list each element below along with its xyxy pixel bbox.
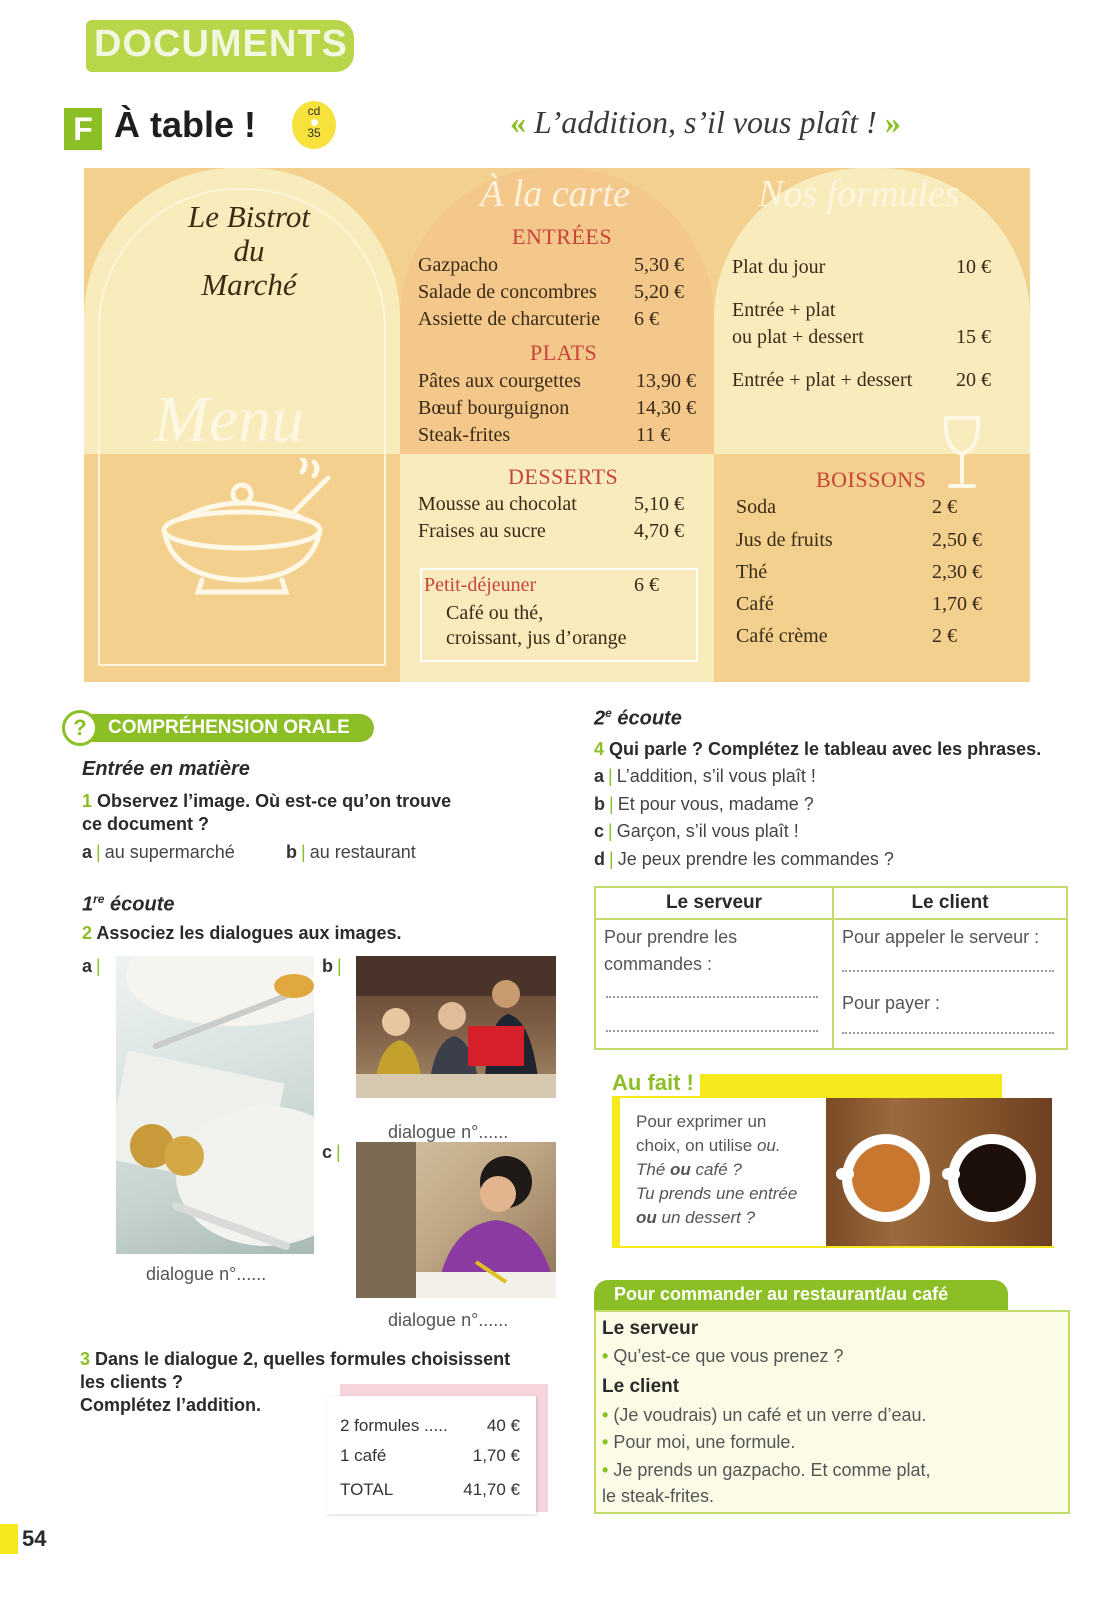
au-fait-line3b: ou [670,1160,691,1179]
menu-item-name: Steak-frites [418,424,511,446]
menu-item-price: 4,70 € [634,520,684,542]
soup-tureen-icon [142,458,342,598]
client-cell-appeler: Pour appeler le serveur : [842,927,1040,947]
tea-coffee-photo [826,1098,1052,1246]
option-letter: d [594,849,605,869]
dialogue-caption-c: dialogue n°...... [388,1310,509,1330]
au-fait-title: Au fait ! [612,1070,700,1096]
commander-item [602,1346,843,1367]
ecoute-1-sup: re [93,892,105,906]
ecoute-2-heading [594,706,682,731]
au-fait-line2 [636,1134,826,1158]
question-number: 2 [82,923,93,943]
menu-item-name: Bœuf bourguignon [418,397,570,419]
formule-item [732,256,991,279]
serveur-cell-line2: commandes : [604,954,713,974]
menu-script-word: Menu [154,383,305,456]
menu-item-name: Assiette de charcuterie [418,308,601,330]
ecoute-2-word: écoute [617,707,682,730]
formule-price: 15 € [956,326,991,348]
menu-item [418,254,684,277]
question-4-text: Qui parle ? Complétez le tableau avec les phrases. [609,739,1042,759]
answer-line[interactable] [606,1030,818,1032]
answer-line[interactable] [606,996,818,998]
commander-item [602,1460,931,1481]
question-3-line3: Complétez l’addition. [80,1395,262,1415]
au-fait-line3c: café ? [690,1160,742,1179]
cd-dot-icon [311,119,318,126]
formule-name: Entrée + plat + dessert [732,369,913,391]
formule-name: Entrée + plat [732,299,836,321]
commander-item-text: (Je voudrais) un café et un verre d’eau. [613,1405,927,1425]
receipt-value: 40 € [486,1416,520,1435]
receipt-row [340,1416,520,1436]
ecoute-2-num: 2 [594,707,606,730]
commander-item-text: Qu’est-ce que vous prenez ? [613,1346,844,1366]
au-fait-line2-em: ou. [756,1136,781,1155]
question-1-line2: ce document ? [82,814,210,834]
dialogue-caption-a: dialogue n°...... [146,1264,267,1284]
option-text: Et pour vous, madame ? [617,794,814,814]
menu-item-name: Pâtes aux courgettes [418,370,581,392]
cd-label: cd [307,104,321,118]
menu-item-name: Mousse au chocolat [418,493,577,515]
ecoute-1-word: écoute [110,893,175,916]
option-text: Garçon, s’il vous plaît ! [616,821,799,841]
option-letter: b [286,842,297,862]
commander-client-heading: Le client [602,1376,680,1397]
petit-dejeuner-line2: croissant, jus d’orange [446,627,627,649]
option-text: Je peux prendre les commandes ? [617,849,894,869]
formule-name-line2: ou plat + dessert [732,326,864,348]
commander-item-text: Je prends un gazpacho. Et comme plat, [613,1460,931,1480]
receipt-value: 1,70 € [472,1446,520,1465]
table-header-client: Le client [911,892,989,913]
entree-en-matiere-heading: Entrée en matière [82,758,250,780]
ecoute-1-heading [82,892,175,917]
question-number: 3 [80,1349,91,1369]
receipt-label: TOTAL [340,1480,394,1499]
wine-glass-icon [940,414,984,492]
bullet-icon: • [602,1346,609,1366]
ecoute-2-sup: e [605,706,612,720]
quote-text: L’addition, s’il vous plaît ! [534,104,877,140]
serveur-cell [604,924,737,978]
boisson-item [736,496,957,519]
menu-item-price: 5,30 € [634,254,684,276]
answer-option-b[interactable]: b | au restaurant [286,842,416,862]
bistrot-name [154,200,344,302]
photo-letter: a [82,956,93,976]
formule-name: Plat du jour [732,256,826,278]
au-fait-text [636,1110,826,1230]
comprehension-orale-badge [62,710,374,744]
menu-item [418,370,696,393]
quote-heading [510,104,901,141]
page-number: 54 [22,1526,47,1551]
cd-track: 35 [307,126,321,140]
boisson-item [736,529,982,552]
boisson-price: 2,50 € [932,529,982,551]
quote-close-mark: » [884,104,901,140]
option-letter: c [594,821,605,841]
menu-item-price: 14,30 € [636,397,696,419]
menu-item-price: 11 € [636,424,671,446]
boisson-name: Thé [736,561,768,583]
formule-item [732,299,835,322]
boisson-name: Café crème [736,625,828,647]
option-letter: a [82,842,93,862]
menu-item [418,520,684,543]
au-fait-line5b: un dessert ? [656,1208,756,1227]
au-fait-line2-text: choix, on utilise [636,1136,753,1155]
ecoute-1-num: 1 [82,893,94,916]
receipt-label: 2 formules ..... [340,1416,448,1435]
photo-woman-writing [356,1142,556,1298]
page-number-bar [0,1524,18,1554]
petit-dejeuner-title: Petit-déjeuner [424,574,537,596]
menu-item-name: Gazpacho [418,254,498,276]
answer-option-a[interactable]: a | au supermarché [82,842,235,862]
photo-a-label: a | [82,956,101,976]
table-header-serveur: Le serveur [665,892,763,913]
photo-restaurant-waiter [356,956,556,1098]
option-letter: b [594,794,605,814]
waiter-customers-illustration [356,956,556,1098]
photo-addition-coins [116,956,314,1254]
boissons-heading: BOISSONS [816,467,927,492]
quote-open-mark: « [510,104,526,140]
phrase-option: c | Garçon, s’il vous plaît ! [594,821,799,841]
boisson-price: 2,30 € [932,561,982,583]
formule-item [732,326,991,349]
section-title: À table ! [114,104,257,145]
receipt-value: 41,70 € [463,1480,520,1499]
receipt-label: 1 café [340,1446,387,1465]
boisson-item [736,561,982,584]
receipt-row [340,1446,520,1466]
bistrot-menu [84,168,1030,682]
bistrot-name-line1: Le Bistrot [187,199,310,234]
commander-item [602,1432,795,1453]
photo-b-label: b | [322,956,342,976]
ear-icon: ? [62,710,98,746]
menu-item [418,308,659,331]
entrees-heading: ENTRÉES [512,224,613,249]
bullet-icon: • [602,1432,609,1452]
au-fait-line1: Pour exprimer un [636,1112,767,1131]
section-letter: F [64,108,102,150]
pour-commander-box [594,1310,1070,1514]
boisson-item [736,625,957,648]
comprehension-orale-label: COMPRÉHENSION ORALE [92,714,374,742]
option-letter: a [594,766,605,786]
petit-dejeuner-line1: Café ou thé, [446,602,544,624]
boisson-price: 1,70 € [932,593,982,615]
dialogue-caption-b: dialogue n°...... [388,1122,509,1142]
plats-heading: PLATS [530,340,598,365]
au-fait-line3 [636,1158,826,1182]
question-1 [82,790,522,836]
addition-receipt [326,1396,536,1514]
menu-item [418,493,684,516]
cd-badge[interactable] [292,101,336,149]
petit-dejeuner-title-row [424,574,659,597]
carte-title: À la carte [480,173,630,215]
receipt-row [340,1480,520,1500]
au-fait-line4: Tu prends une entrée [636,1184,798,1203]
desserts-heading: DESSERTS [508,464,619,489]
question-2 [82,922,402,945]
photo-c-label: c | [322,1142,341,1162]
phrase-option: b | Et pour vous, madame ? [594,794,814,814]
phrase-option: a | L’addition, s’il vous plaît ! [594,766,816,786]
menu-item-price: 5,10 € [634,493,684,515]
question-1-line1: Observez l’image. Où est-ce qu’on trouve [97,791,452,811]
serveur-cell-line1: Pour prendre les [604,927,738,947]
pour-commander-title: Pour commander au restaurant/au café [594,1280,1008,1310]
bullet-icon: • [602,1460,609,1480]
phrase-option: d | Je peux prendre les commandes ? [594,849,894,869]
coffee-cup-coins-illustration [116,956,314,1254]
commander-serveur-heading: Le serveur [602,1318,699,1339]
tea-coffee-cups-icon [826,1098,1052,1246]
formule-price: 10 € [956,256,991,278]
boisson-name: Café [736,593,774,615]
boisson-name: Soda [736,496,776,518]
question-3-line1: Dans le dialogue 2, quelles formules choisissent [95,1349,511,1369]
menu-item-price: 5,20 € [634,281,684,303]
question-number: 1 [82,791,93,811]
menu-item [418,424,671,447]
menu-item-price: 13,90 € [636,370,696,392]
bullet-icon: • [602,1405,609,1425]
question-4 [594,738,1041,761]
question-2-text: Associez les dialogues aux images. [96,923,402,943]
question-3-line2: les clients ? [80,1372,184,1392]
boisson-item [736,593,982,616]
photo-letter: c [322,1142,333,1162]
boisson-price: 2 € [932,496,957,518]
menu-item [418,397,696,420]
bistrot-name-line2: du [233,233,265,268]
formule-price: 20 € [956,369,991,391]
option-text: L’addition, s’il vous plaît ! [616,766,816,786]
qui-parle-table [594,886,1068,1050]
formule-item [732,369,991,392]
table-header [596,888,1066,920]
boisson-name: Jus de fruits [736,529,833,551]
table-divider [832,888,834,1048]
au-fait-line5a: ou [636,1208,657,1227]
photo-letter: b [322,956,333,976]
answer-line[interactable] [842,970,1054,972]
bistrot-name-line3: Marché [201,267,297,302]
commander-item-continuation: le steak-frites. [602,1486,715,1506]
menu-item-name: Fraises au sucre [418,520,546,542]
menu-item-name: Salade de concombres [418,281,597,303]
commander-item-text: Pour moi, une formule. [613,1432,796,1452]
option-text: au supermarché [104,842,235,862]
boisson-price: 2 € [932,625,957,647]
option-text: au restaurant [309,842,416,862]
documents-banner-text: DOCUMENTS [94,23,348,65]
woman-writing-illustration [356,1142,556,1298]
petit-dejeuner-price: 6 € [634,574,659,596]
question-number: 4 [594,739,605,759]
menu-item [418,281,684,304]
au-fait-line3a: Thé [636,1160,671,1179]
answer-line[interactable] [842,1032,1054,1034]
documents-banner [86,20,354,72]
commander-item [602,1405,927,1426]
formules-title: Nos formules [758,173,960,215]
client-cell-payer: Pour payer : [842,993,941,1013]
au-fait-line5 [636,1206,826,1230]
menu-item-price: 6 € [634,308,659,330]
